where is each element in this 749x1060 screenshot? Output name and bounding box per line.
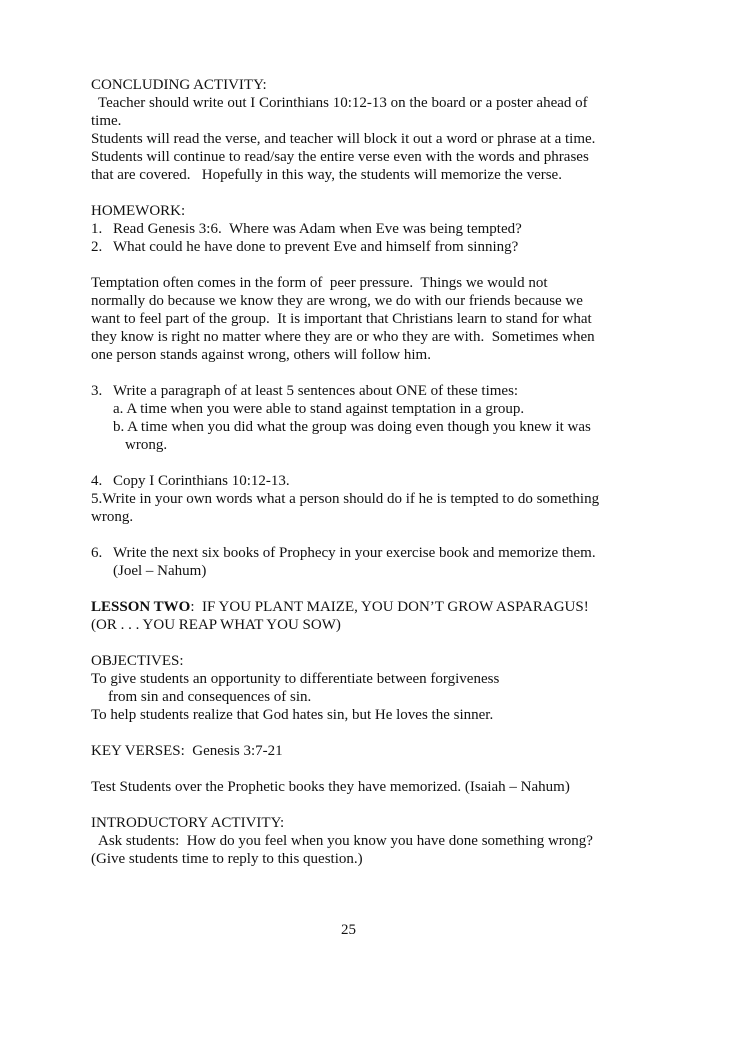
test-line: Test Students over the Prophetic books they have memorized. (Isaiah – Nahum) (91, 779, 570, 795)
document-page (91, 76, 611, 886)
concluding-line-4: Students will continue to read/say the entire verse even with the words and phrases (91, 149, 589, 165)
item-text: Copy I Corinthians 10:12-13. (113, 473, 290, 489)
item-6-line (91, 544, 611, 562)
homework-item-5-line-1: 5.Write in your own words what a person should do if he is tempted to do something (91, 491, 600, 507)
item-number: 4. (91, 473, 103, 489)
homework-items-4-5 (91, 472, 611, 526)
item-number: 3. (91, 383, 103, 399)
key-verses-section (91, 742, 611, 760)
item-3-line (91, 382, 611, 400)
concluding-activity-section (91, 76, 611, 184)
key-verses: KEY VERSES: Genesis 3:7-21 (91, 743, 283, 759)
objectives-section (91, 652, 611, 724)
paragraph-line-5: one person stands against wrong, others will follow him. (91, 347, 431, 363)
test-section (91, 778, 611, 796)
introductory-heading: INTRODUCTORY ACTIVITY: (91, 815, 285, 831)
concluding-line-1: Teacher should write out I Corinthians 10:12-13 on the board or a poster ahead of (98, 95, 588, 111)
lesson-two-title (91, 598, 611, 634)
concluding-line-5: that are covered. Hopefully in this way, the students will memorize the verse. (91, 167, 562, 183)
lesson-label: LESSON TWO (91, 599, 191, 615)
objective-line-2: from sin and consequences of sin. (108, 689, 312, 705)
item-text: Write the next six books of Prophecy in your exercise book and memorize them. (113, 545, 596, 561)
item-text: Read Genesis 3:6. Where was Adam when Eve was being tempted? (113, 221, 522, 237)
homework-item-2 (91, 238, 611, 256)
item-6-cont: (Joel – Nahum) (113, 563, 207, 579)
concluding-line-2: time. (91, 113, 122, 129)
objective-line-1: To give students an opportunity to differentiate between forgiveness (91, 671, 500, 687)
objectives-heading: OBJECTIVES: (91, 653, 184, 669)
page-number-container (0, 921, 749, 939)
paragraph-line-3: want to feel part of the group. It is important that Christians learn to stand for what (91, 311, 592, 327)
lesson-title: : IF YOU PLANT MAIZE, YOU DON’T GROW ASPARAGUS! (190, 599, 589, 615)
item-number: 6. (91, 545, 103, 561)
homework-item-6 (91, 544, 611, 580)
introductory-activity-section (91, 814, 611, 868)
homework-heading: HOMEWORK: (91, 203, 186, 219)
item-3-sub-a: a. A time when you were able to stand against temptation in a group. (113, 401, 525, 417)
introductory-line-2: (Give students time to reply to this question.) (91, 851, 363, 867)
paragraph-line-4: they know is right no matter where they are or who they are with. Sometimes when (91, 329, 595, 345)
homework-item-3 (91, 382, 611, 454)
homework-section (91, 202, 611, 256)
introductory-line-1: Ask students: How do you feel when you know you have done something wrong? (98, 833, 593, 849)
concluding-line-3: Students will read the verse, and teacher will block it out a word or phrase at a time. (91, 131, 596, 147)
paragraph-line-1: Temptation often comes in the form of peer pressure. Things we would not (91, 275, 548, 291)
item-text: What could he have done to prevent Eve and himself from sinning? (113, 239, 519, 255)
page-number: 25 (341, 922, 356, 938)
item-text: Write a paragraph of at least 5 sentences about ONE of these times: (113, 383, 519, 399)
lesson-two-heading (91, 598, 611, 616)
temptation-paragraph (91, 274, 611, 364)
item-number: 2. (91, 239, 103, 255)
item-number: 1. (91, 221, 103, 237)
homework-item-1 (91, 220, 611, 238)
homework-item-5-line-2: wrong. (91, 509, 134, 525)
item-3-sub-b-cont: wrong. (125, 437, 168, 453)
lesson-subtitle: (OR . . . YOU REAP WHAT YOU SOW) (91, 617, 341, 633)
item-3-sub-b: b. A time when you did what the group was doing even though you knew it was (113, 419, 591, 435)
objective-line-3: To help students realize that God hates sin, but He loves the sinner. (91, 707, 494, 723)
homework-item-4 (91, 472, 611, 490)
paragraph-line-2: normally do because we know they are wrong, we do with our friends because we (91, 293, 583, 309)
concluding-activity-heading: CONCLUDING ACTIVITY: (91, 77, 267, 93)
